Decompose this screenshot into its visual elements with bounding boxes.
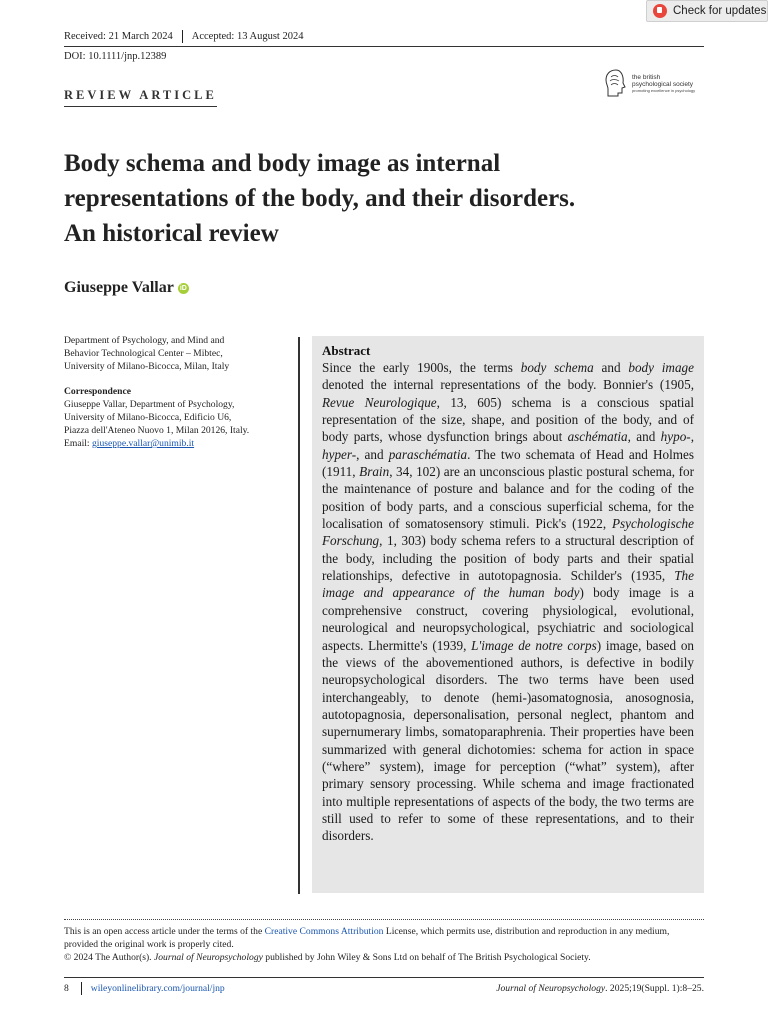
journal-citation: [496, 983, 704, 994]
journal-url-link[interactable]: wileyonlinelibrary.com/journal/jnp: [90, 983, 225, 994]
correspondence-email-row: [64, 437, 290, 450]
license-pre: This is an open access article under the terms of the: [64, 926, 265, 937]
bps-logo: [604, 68, 708, 100]
check-for-updates-button[interactable]: [646, 0, 768, 22]
received-date: Received: 21 March 2024: [64, 31, 173, 42]
abstract-rule: [298, 337, 300, 894]
abstract-italic-term: aschématia: [567, 429, 628, 445]
abstract-italic-term: L'image de notre corps: [471, 637, 597, 653]
abstract-italic-term: The image and appearance of the human body: [322, 568, 694, 601]
footer-citation: . 2025;19(Suppl. 1):8–25.: [605, 983, 704, 994]
abstract-text: and: [593, 360, 629, 375]
title-line-3: An historical review: [64, 220, 279, 247]
correspondence-line-2: University of Milano-Bicocca, Edificio U6,: [64, 412, 232, 423]
abstract-body: [322, 359, 694, 845]
abstract-italic-term: body image: [628, 360, 694, 375]
page-footer: [64, 982, 704, 995]
abstract-text: denoted the internal representations of the body. Bonnier's (1905,: [322, 377, 694, 393]
article-title: [64, 146, 684, 251]
abstract-italic-term: hypo-: [660, 429, 691, 445]
abstract-italic-term: Psychologische Forschung: [322, 516, 694, 549]
page-number: 8: [64, 983, 69, 994]
copyright-text: [64, 951, 704, 964]
abstract-text: ,: [690, 429, 694, 445]
author-info-sidebar: [64, 334, 290, 450]
title-line-2: representations of the body, and their disorders.: [64, 185, 576, 212]
abstract-text: , and: [627, 429, 661, 445]
email-label: Email:: [64, 438, 92, 449]
abstract-italic-term: paraschématia: [388, 446, 468, 462]
footer-separator: [81, 982, 82, 995]
affiliation-line-1: Department of Psychology, and Mind and: [64, 335, 225, 346]
footer-divider: [64, 919, 704, 920]
copyright-post: published by John Wiley & Sons Ltd on behalf of The British Psychological Society.: [262, 952, 591, 963]
bps-logo-tagline: promoting excellence in psychology: [632, 88, 696, 93]
abstract-box: [312, 336, 704, 893]
license-post: License, which permits use, distribution and reproduction in any medium, provided the original work is properly cited.: [64, 926, 670, 950]
affiliation-line-3: University of Milano-Bicocca, Milan, Italy: [64, 361, 230, 372]
bps-logo-line2: psychological society: [632, 81, 694, 88]
bps-head-icon: [604, 68, 628, 100]
abstract-text: , 13, 605) schema is a conscious spatial representation of the size, shape, and position of the body, and of body parts, whose dysfunction brings about: [322, 394, 694, 445]
email-link[interactable]: giuseppe.vallar@unimib.it: [91, 438, 195, 449]
copyright-pre: © 2024 The Author(s).: [64, 952, 154, 963]
accepted-date: Accepted: 13 August 2024: [191, 31, 304, 42]
abstract-text: . The two schemata of Head and Holmes (1911,: [322, 446, 694, 480]
title-line-1: Body schema and body image as internal: [64, 150, 501, 177]
cc-license-link[interactable]: Creative Commons Attribution: [264, 926, 384, 937]
author-name: Giuseppe Vallar: [64, 279, 174, 296]
copyright-journal: Journal of Neuropsychology: [153, 952, 263, 963]
article-dates: [64, 30, 303, 43]
abstract-text: Since the early 1900s, the terms: [322, 360, 521, 375]
author: [64, 279, 189, 297]
license-notes: [64, 925, 704, 964]
abstract-text: ) body image is a comprehensive construct, covering physiological, evolutional, neurological and neuropsychological, psychiatric and sociological aspects. Lhermitte's (1939,: [322, 585, 694, 653]
footer-journal: Journal of Neuropsychology: [496, 983, 606, 994]
abstract-heading: Abstract: [322, 343, 371, 358]
footer-rule: [64, 977, 704, 978]
doi: DOI: 10.1111/jnp.12389: [64, 51, 167, 62]
date-separator: [182, 30, 183, 43]
affiliation-line-2: Behavior Technological Center – Mibtec,: [64, 348, 223, 359]
article-type: REVIEW ARTICLE: [64, 88, 217, 107]
abstract-italic-term: Revue Neurologique: [322, 394, 437, 410]
abstract-italic-term: Brain: [359, 464, 390, 480]
correspondence-line-3: Piazza dell'Ateneo Nuovo 1, Milan 20126, Italy.: [64, 425, 250, 436]
check-updates-label: Check for updates: [673, 5, 767, 17]
abstract-italic-term: body schema: [520, 360, 594, 375]
abstract-text: , 1, 303) body schema refers to a structural description of the body, including the position of body parts and their spatial relationships, defective in autotopagnosia. Schilder's (1935,: [322, 533, 694, 584]
abstract-text: ) image, based on the views of the abovementioned authors, is defective in bodily neuropsychological disorders. The two terms have been used interchangeably, to denote (hemi-)asomatognosia, anosognosia, autotopagnosia, depersonalisation, personal neglect, phantom and supernumerary limbs, somatoparaphrenia. Their properties have been summarized with general dichotomies: schema for action in space (“where” system), image for perception (“what” system), after primary sensory processing. While schema and image fractionated into multiple representations of aspects of the body, the two terms are still used to refer to some of these representations, and to their disorders.: [322, 637, 695, 844]
bookmark-icon: [653, 4, 667, 18]
abstract-italic-term: hyper-: [322, 446, 357, 462]
correspondence-heading: Correspondence: [64, 386, 131, 397]
abstract-text: , and: [356, 446, 389, 462]
orcid-icon[interactable]: iD: [179, 284, 187, 292]
abstract-text: , 34, 102) are an unconscious plastic postural schema, for the maintenance of posture and balance and for the coding of the position of body parts, and a conscious superficial schema, for the localisation of somatosensory stimuli. Pick's (1922,: [322, 464, 695, 532]
correspondence-line-1: Giuseppe Vallar, Department of Psychology,: [64, 399, 235, 410]
license-text: [64, 925, 704, 951]
bps-logo-line1: the british: [632, 74, 661, 81]
header-rule: [64, 46, 704, 47]
